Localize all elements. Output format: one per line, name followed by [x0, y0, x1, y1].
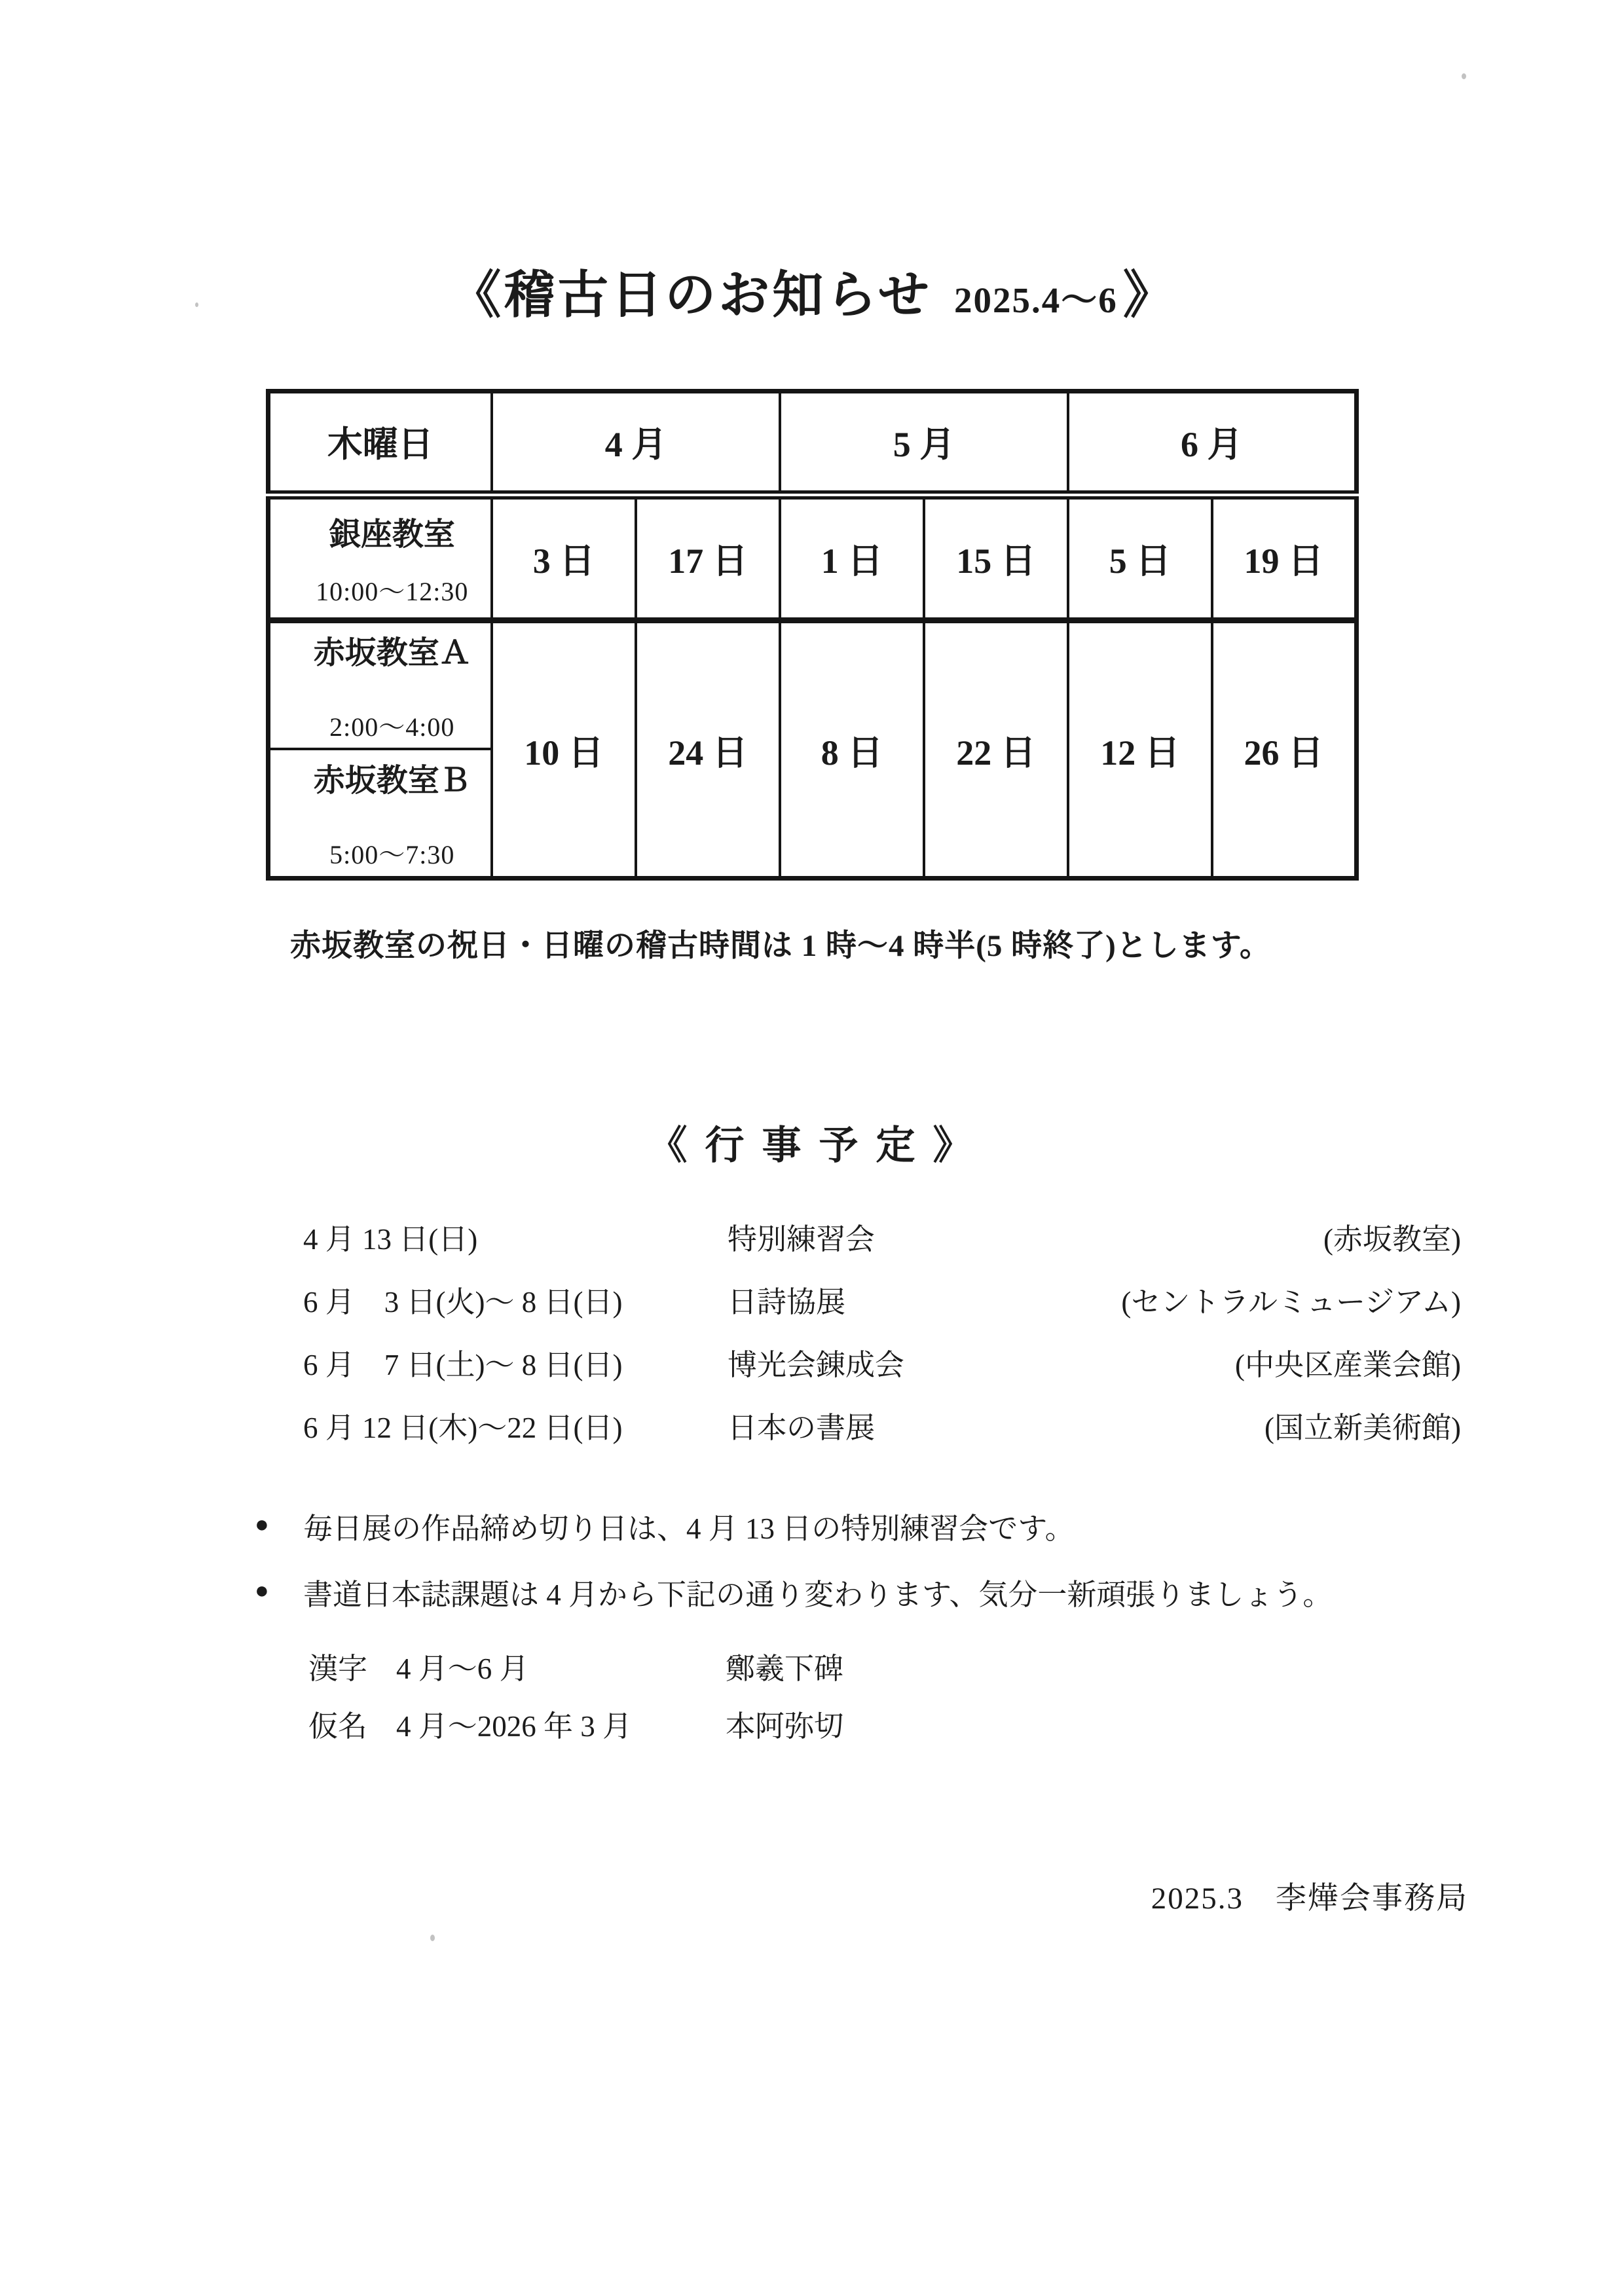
holiday-time-note: 赤坂教室の祝日・日曜の稽古時間は 1 時～4 時半(5 時終了)とします。 [290, 929, 1272, 963]
assignment-category: 仮名 [308, 1709, 368, 1743]
event-row [303, 1393, 1461, 1456]
class-time: 5:00～7:30 [329, 839, 455, 869]
table-row-akasaka-a [268, 621, 1356, 749]
event-date: 6 月 7 日(土)～ 8 日(日) [303, 1348, 623, 1381]
day-cell-merged: 10 日 [492, 621, 636, 879]
header-month-june: 6 月 [1068, 392, 1356, 495]
event-date: 4 月 13 日(日) [303, 1222, 478, 1256]
events-heading: 《 行 事 予 定 》 [648, 1124, 976, 1167]
event-name: 日本の書展 [728, 1411, 876, 1444]
event-row [303, 1205, 1461, 1267]
bullet-icon: ● [255, 1577, 269, 1603]
assignment-row [308, 1637, 1624, 1694]
page-title [0, 254, 1624, 327]
event-name: 日詩協展 [728, 1285, 846, 1319]
class-label-akasaka-a [268, 621, 492, 749]
table-header-row [268, 392, 1356, 495]
class-name: 赤坂教室Ａ [313, 635, 471, 670]
day-cell: 17 日 [636, 495, 780, 621]
event-place: (セントラルミュージアム) [1121, 1285, 1461, 1319]
header-month-may: 5 月 [780, 392, 1068, 495]
event-row [303, 1330, 1461, 1393]
assignment-subject: 本阿弥切 [726, 1709, 844, 1743]
scan-speck [430, 1935, 435, 1941]
bullet-row [255, 1504, 1473, 1547]
day-cell-merged: 22 日 [924, 621, 1068, 879]
title-period: 2025.4～6 [953, 280, 1118, 320]
event-place: (中央区産業会館) [1235, 1348, 1461, 1381]
day-cell-merged: 24 日 [636, 621, 780, 879]
schedule-table [266, 389, 1359, 881]
event-name: 博光会錬成会 [728, 1348, 905, 1381]
footer-signature: 2025.3 李燁会事務局 [1151, 1882, 1468, 1916]
bullet-row [255, 1571, 1473, 1613]
day-cell: 3 日 [492, 495, 636, 621]
title-main: 《稽古日のお知らせ [450, 266, 932, 323]
event-date: 6 月 3 日(火)～ 8 日(日) [303, 1285, 623, 1319]
day-cell: 5 日 [1068, 495, 1212, 621]
header-day-label: 木曜日 [268, 392, 492, 495]
event-row [303, 1267, 1461, 1330]
class-label-ginza [268, 495, 492, 621]
day-cell-merged: 12 日 [1068, 621, 1212, 879]
assignment-row [308, 1694, 1624, 1752]
bullet-icon: ● [255, 1511, 269, 1537]
day-cell-merged: 26 日 [1212, 621, 1356, 879]
scan-speck [195, 302, 198, 307]
assignments-list [308, 1637, 1624, 1752]
day-cell: 15 日 [924, 495, 1068, 621]
table-row-ginza [268, 495, 1356, 621]
event-place: (国立新美術館) [1264, 1411, 1461, 1444]
class-name: 銀座教室 [329, 517, 455, 552]
title-close-bracket: 》 [1122, 266, 1174, 323]
day-cell: 1 日 [780, 495, 924, 621]
assignment-period: 4 月～6 月 [396, 1652, 529, 1685]
assignment-category: 漢字 [308, 1652, 368, 1685]
bullet-text: 書道日本誌課題は 4 月から下記の通り変わります、気分一新頑張りましょう。 [303, 1578, 1333, 1611]
class-label-akasaka-b [268, 749, 492, 879]
assignment-period: 4 月～2026 年 3 月 [396, 1709, 633, 1743]
class-time: 10:00～12:30 [316, 576, 469, 606]
bullet-notes [255, 1504, 1473, 1613]
day-cell-merged: 8 日 [780, 621, 924, 879]
event-place: (赤坂教室) [1323, 1222, 1461, 1256]
event-name: 特別練習会 [728, 1222, 876, 1256]
class-time: 2:00～4:00 [329, 712, 455, 742]
class-name: 赤坂教室Ｂ [313, 763, 471, 798]
scan-speck [1462, 73, 1466, 79]
events-list [303, 1205, 1461, 1456]
header-month-april: 4 月 [492, 392, 780, 495]
day-cell: 19 日 [1212, 495, 1356, 621]
bullet-text: 毎日展の作品締め切り日は、4 月 13 日の特別練習会です。 [303, 1512, 1075, 1545]
assignment-subject: 鄭羲下碑 [726, 1652, 844, 1685]
event-date: 6 月 12 日(木)～22 日(日) [303, 1411, 623, 1444]
